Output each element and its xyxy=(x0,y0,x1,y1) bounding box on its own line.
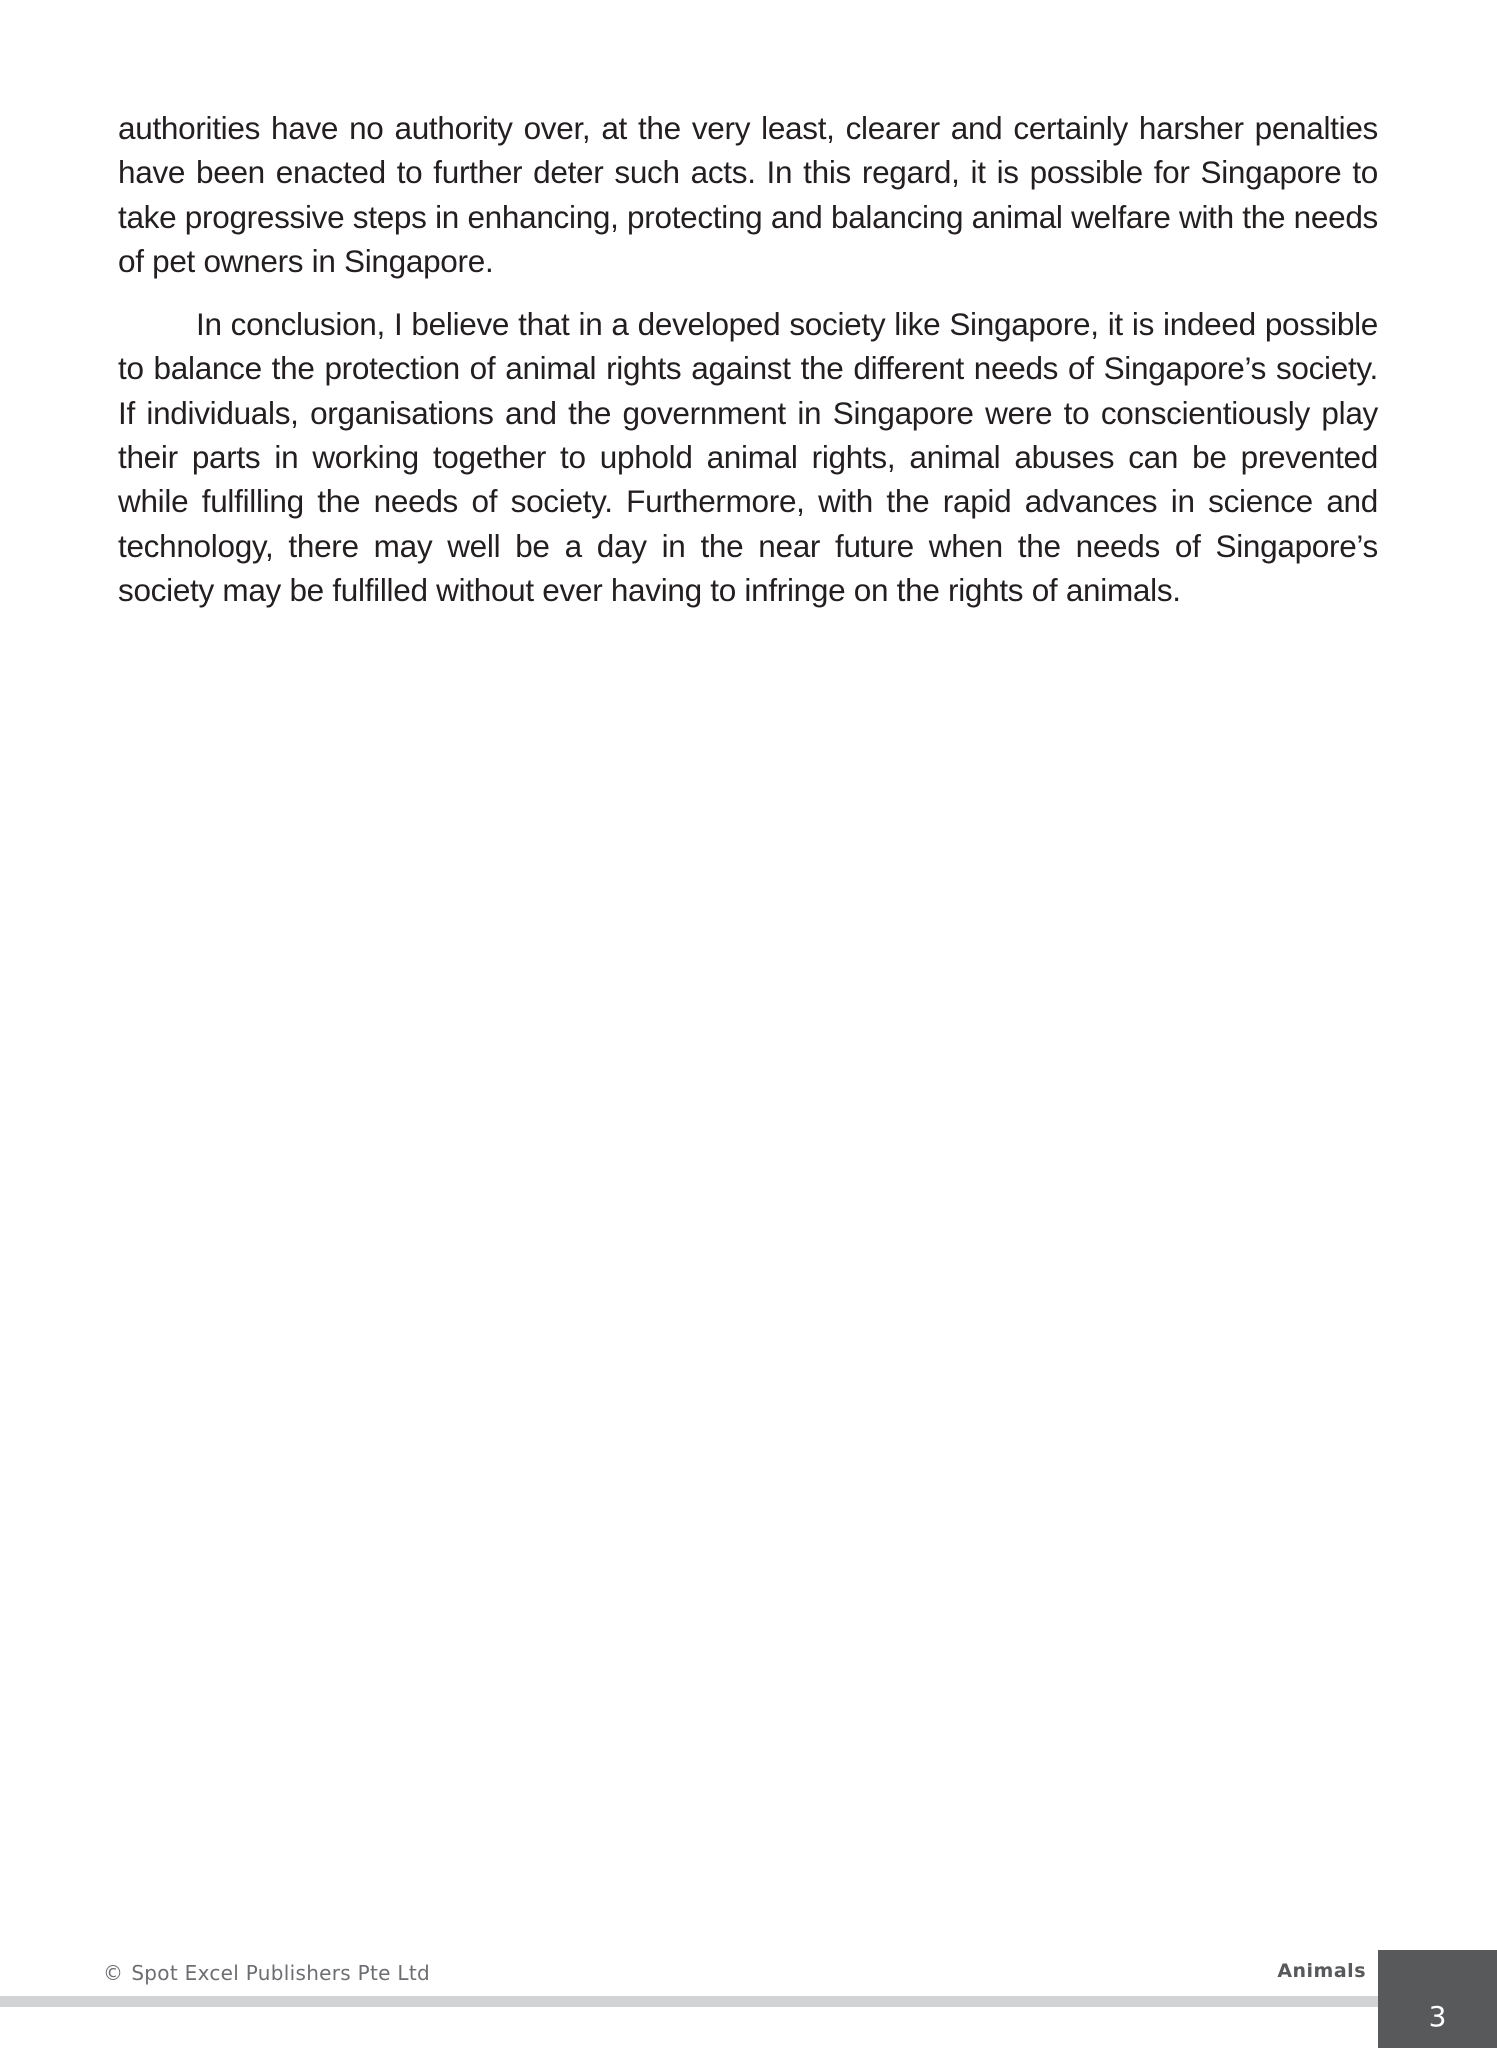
paragraph: authorities have no authority over, at the very least, clearer and certainly harsher penalties have been enacted to further deter such acts. In this regard, it is possible for Singapore to take progressive steps in enhancing, protecting and balancing animal welfare with the needs of pet owners in Singapore. xyxy=(118,110,1378,279)
publisher-name: Spot Excel Publishers Pte Ltd xyxy=(131,1961,431,1985)
footer-divider xyxy=(0,1996,1378,2007)
essay-body xyxy=(118,106,1378,612)
footer-topic: Animals xyxy=(1277,1960,1366,1982)
footer-copyright xyxy=(103,1961,430,1985)
paragraph: In conclusion, I believe that in a developed society like Singapore, it is indeed possible to balance the protection of animal rights against the different needs of Singapore’s society. If individuals, organisations and the government in Singapore were to conscientiously play their parts in working together to uphold animal rights, animal abuses can be prevented while fulfilling the needs of society. Furthermore, with the rapid advances in science and technology, there may well be a day in the near future when the needs of Singapore’s society may be fulfilled without ever having to infringe on the rights of animals. xyxy=(118,306,1378,608)
page-number: 3 xyxy=(1428,2000,1447,2033)
page-number-tab xyxy=(1378,1950,1497,2048)
copyright-icon: © xyxy=(103,1961,124,1985)
